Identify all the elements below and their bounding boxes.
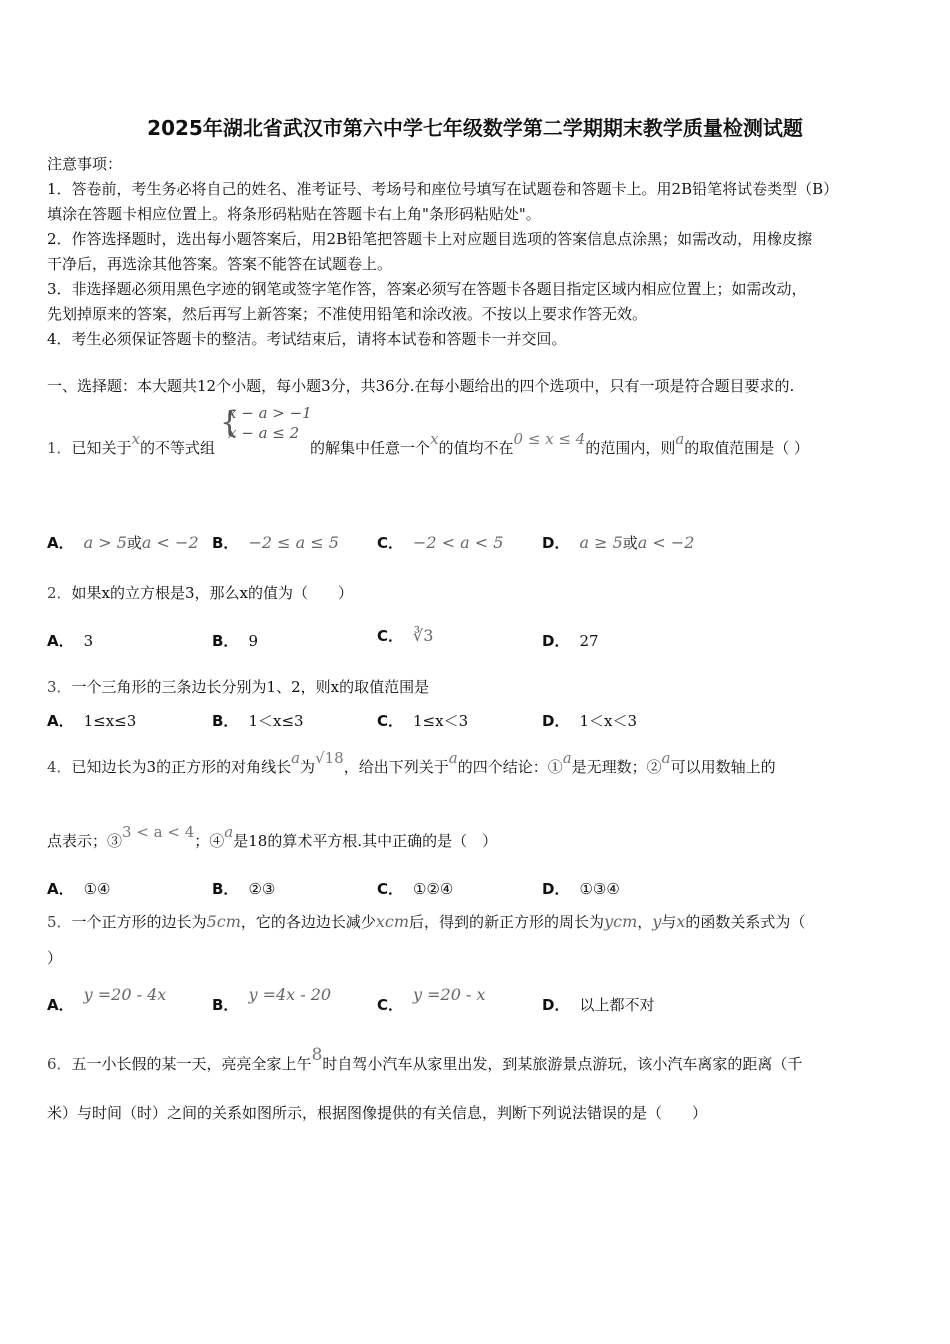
- q5-text: ，它的各边边长减少: [240, 913, 376, 931]
- q3-option-a: [47, 710, 136, 731]
- option-label: B．: [212, 534, 239, 552]
- page-title: 2025年湖北省武汉市第六中学七年级数学第二学期期末教学质量检测试题: [147, 116, 803, 140]
- q4-text: 为: [300, 758, 316, 776]
- q3-number: 3．: [47, 678, 72, 696]
- q1-option-d: [542, 532, 694, 553]
- q5-option-c: [377, 985, 486, 1015]
- section-heading: 一、选择题：本大题共12个小题，每小题3分，共36分.在每小题给出的四个选项中，只有一项是符合题目要求的.: [47, 377, 795, 395]
- notes-line: 1．答卷前，考生务必将自己的姓名、准考证号、考场号和座位号填写在试题卷和答题卡上。用2B铅笔将试卷类型（B）: [47, 180, 839, 198]
- notes-heading: 注意事项：: [47, 155, 123, 173]
- notes-block: [47, 152, 907, 352]
- q5-var-y: y: [652, 912, 662, 931]
- notes-line: 填涂在答题卡相应位置上。将条形码粘贴在答题卡右上角"条形码粘贴处"。: [47, 205, 541, 223]
- question-4-line-2: [47, 823, 498, 851]
- q4-sqrt18: √18: [315, 749, 344, 767]
- option-label: B．: [212, 712, 239, 730]
- q1-range: 0 ≤ x ≤ 4: [513, 430, 586, 448]
- q5-text: 一个正方形的边长为: [71, 913, 207, 931]
- option-text: 3: [83, 632, 94, 650]
- question-3: [47, 677, 429, 697]
- option-label: D．: [542, 632, 570, 650]
- q1-text: 的解集中任意一个: [310, 439, 431, 457]
- q2-text: 如果x的立方根是3，那么x的值为（ ）: [71, 584, 354, 602]
- option-math: y =20 - 4x: [83, 985, 167, 1004]
- q4-option-b: [212, 878, 275, 899]
- option-text: 1＜x＜3: [579, 712, 637, 730]
- q4-text: 已知边长为3的正方形的对角线长: [71, 758, 292, 776]
- q4-text: 是18的算术平方根.其中正确的是（ ）: [233, 832, 498, 850]
- q4-text: 可以用数轴上的: [670, 758, 776, 776]
- q4-var-a: a: [291, 749, 301, 767]
- q4-var-a: a: [224, 823, 234, 841]
- option-text: ①④: [83, 880, 111, 898]
- q5-var-x: x: [676, 912, 686, 931]
- option-label: D．: [542, 996, 570, 1014]
- q5-math: ycm: [604, 912, 638, 931]
- option-math: ∛3: [413, 626, 434, 645]
- option-text: 或: [622, 534, 638, 552]
- option-text: ②③: [248, 880, 276, 898]
- option-label: D．: [542, 880, 570, 898]
- q6-text: 时自驾小汽车从家里出发，到某旅游景点游玩，该小汽车离家的距离（千: [322, 1055, 803, 1073]
- option-math: a < −2: [141, 533, 199, 552]
- option-label: C．: [377, 627, 404, 645]
- option-text: ①③④: [579, 880, 620, 898]
- option-text: 9: [248, 632, 258, 650]
- q5-text: 后，得到的新正方形的周长为: [409, 913, 605, 931]
- option-math: a ≥ 5: [579, 533, 623, 552]
- q1-text: 的不等式组: [140, 439, 216, 457]
- option-label: A．: [47, 632, 74, 650]
- option-text: 1≤x＜3: [413, 712, 469, 730]
- q5-math: 5cm: [206, 912, 241, 931]
- option-label: A．: [47, 880, 74, 898]
- q2-option-a: [47, 630, 93, 651]
- notes-line: 3．非选择题必须用黑色字迹的钢笔或签字笔作答，答案必须写在答题卡各题目指定区域内相应位置上；如需改动，: [47, 280, 807, 298]
- option-label: B．: [212, 632, 239, 650]
- q3-option-b: [212, 710, 304, 731]
- q5-text: 与: [661, 913, 677, 931]
- q3-text: 一个三角形的三条边长分别为1、2，则x的取值范围是: [71, 678, 430, 696]
- q4-number: 4．: [47, 758, 72, 776]
- option-label: A．: [47, 996, 74, 1014]
- option-math: y =4x - 20: [248, 985, 332, 1004]
- q4-text: ；④: [194, 832, 225, 850]
- q2-option-d: [542, 630, 599, 651]
- q3-option-d: [542, 710, 637, 731]
- question-6: [47, 1045, 803, 1074]
- q6-number: 6．: [47, 1055, 72, 1073]
- question-5: [47, 912, 805, 932]
- q4-var-a: a: [562, 749, 572, 767]
- q1-var-a: a: [675, 430, 685, 448]
- q3-option-c: [377, 710, 468, 731]
- q5-number: 5．: [47, 913, 72, 931]
- option-text: 27: [579, 632, 599, 650]
- question-5-line-2: ）: [47, 949, 63, 967]
- q1-sys-line-2: x − a ≤ 2: [228, 424, 300, 442]
- option-math: −2 ≤ a ≤ 5: [248, 533, 339, 552]
- q1-number: 1．: [47, 439, 72, 457]
- q1-sys-line-1: x − a > −1: [228, 404, 312, 422]
- q5-option-a: [47, 985, 167, 1015]
- q1-var-x: x: [430, 430, 439, 448]
- option-math: a > 5: [83, 533, 127, 552]
- q1-option-c: [377, 532, 503, 553]
- q4-text: 点表示；③: [47, 832, 123, 850]
- option-label: C．: [377, 534, 404, 552]
- option-label: D．: [542, 534, 570, 552]
- option-label: A．: [47, 712, 74, 730]
- option-math: y =20 - x: [413, 985, 486, 1004]
- q4-text: 的四个结论：①: [457, 758, 563, 776]
- option-text: 1＜x≤3: [248, 712, 304, 730]
- q4-var-a: a: [661, 749, 671, 767]
- option-label: C．: [377, 880, 404, 898]
- notes-line: 4．考生必须保证答题卡的整洁。考试结束后，请将本试卷和答题卡一并交回。: [47, 330, 567, 348]
- q5-math: xcm: [375, 912, 410, 931]
- option-label: A．: [47, 534, 74, 552]
- q2-number: 2．: [47, 584, 72, 602]
- notes-line: 2．作答选择题时，选出每小题答案后，用2B铅笔把答题卡上对应题目选项的答案信息点涂黑；如需改动，用橡皮擦: [47, 230, 813, 248]
- q2-option-c: [377, 625, 433, 646]
- q4-option-d: [542, 878, 620, 899]
- q5-option-d: [542, 994, 654, 1015]
- q1-text: 已知关于: [71, 439, 132, 457]
- question-6-line-2: 米）与时间（时）之间的关系如图所示，根据图像提供的有关信息，判断下列说法错误的是（ ）: [47, 1104, 708, 1122]
- q5-text: 的函数关系式为（: [685, 913, 806, 931]
- q1-text: 的取值范围是（ ）: [684, 439, 810, 457]
- option-label: C．: [377, 712, 404, 730]
- question-4: [47, 749, 776, 777]
- q1-inequality-system: [220, 403, 312, 443]
- notes-line: 干净后，再选涂其他答案。答案不能答在试题卷上。: [47, 255, 393, 273]
- q6-hour: 8: [311, 1045, 323, 1065]
- notes-line: 先划掉原来的答案，然后再写上新答案；不准使用铅笔和涂改液。不按以上要求作答无效。: [47, 305, 648, 323]
- q6-text: 五一小长假的某一天，亮亮全家上午: [71, 1055, 312, 1073]
- q4-var-a: a: [448, 749, 458, 767]
- q5-option-b: [212, 985, 332, 1015]
- option-text: ①②④: [413, 880, 454, 898]
- q1-option-b: [212, 532, 339, 553]
- q4-option-c: [377, 878, 453, 899]
- q4-inequality: 3 < a < 4: [122, 823, 195, 841]
- brace-icon: {: [220, 405, 240, 440]
- option-text: 或: [126, 534, 142, 552]
- option-text: 以上都不对: [579, 996, 655, 1014]
- q2-option-b: [212, 630, 258, 651]
- option-label: B．: [212, 996, 239, 1014]
- q1-text: 的范围内，则: [585, 439, 676, 457]
- q4-text: 是无理数；②: [571, 758, 662, 776]
- option-label: B．: [212, 880, 239, 898]
- q4-text: ，给出下列关于: [343, 758, 449, 776]
- option-label: C．: [377, 996, 404, 1014]
- question-2: [47, 583, 353, 603]
- option-text: 1≤x≤3: [83, 712, 137, 730]
- q1-option-a: [47, 532, 199, 553]
- q5-text: ，: [637, 913, 653, 931]
- q4-option-a: [47, 878, 111, 899]
- option-math: −2 < a < 5: [413, 533, 504, 552]
- option-label: D．: [542, 712, 570, 730]
- option-math: a < −2: [637, 533, 695, 552]
- q1-var-x: x: [131, 430, 141, 448]
- q1-text: 的值均不在: [438, 439, 514, 457]
